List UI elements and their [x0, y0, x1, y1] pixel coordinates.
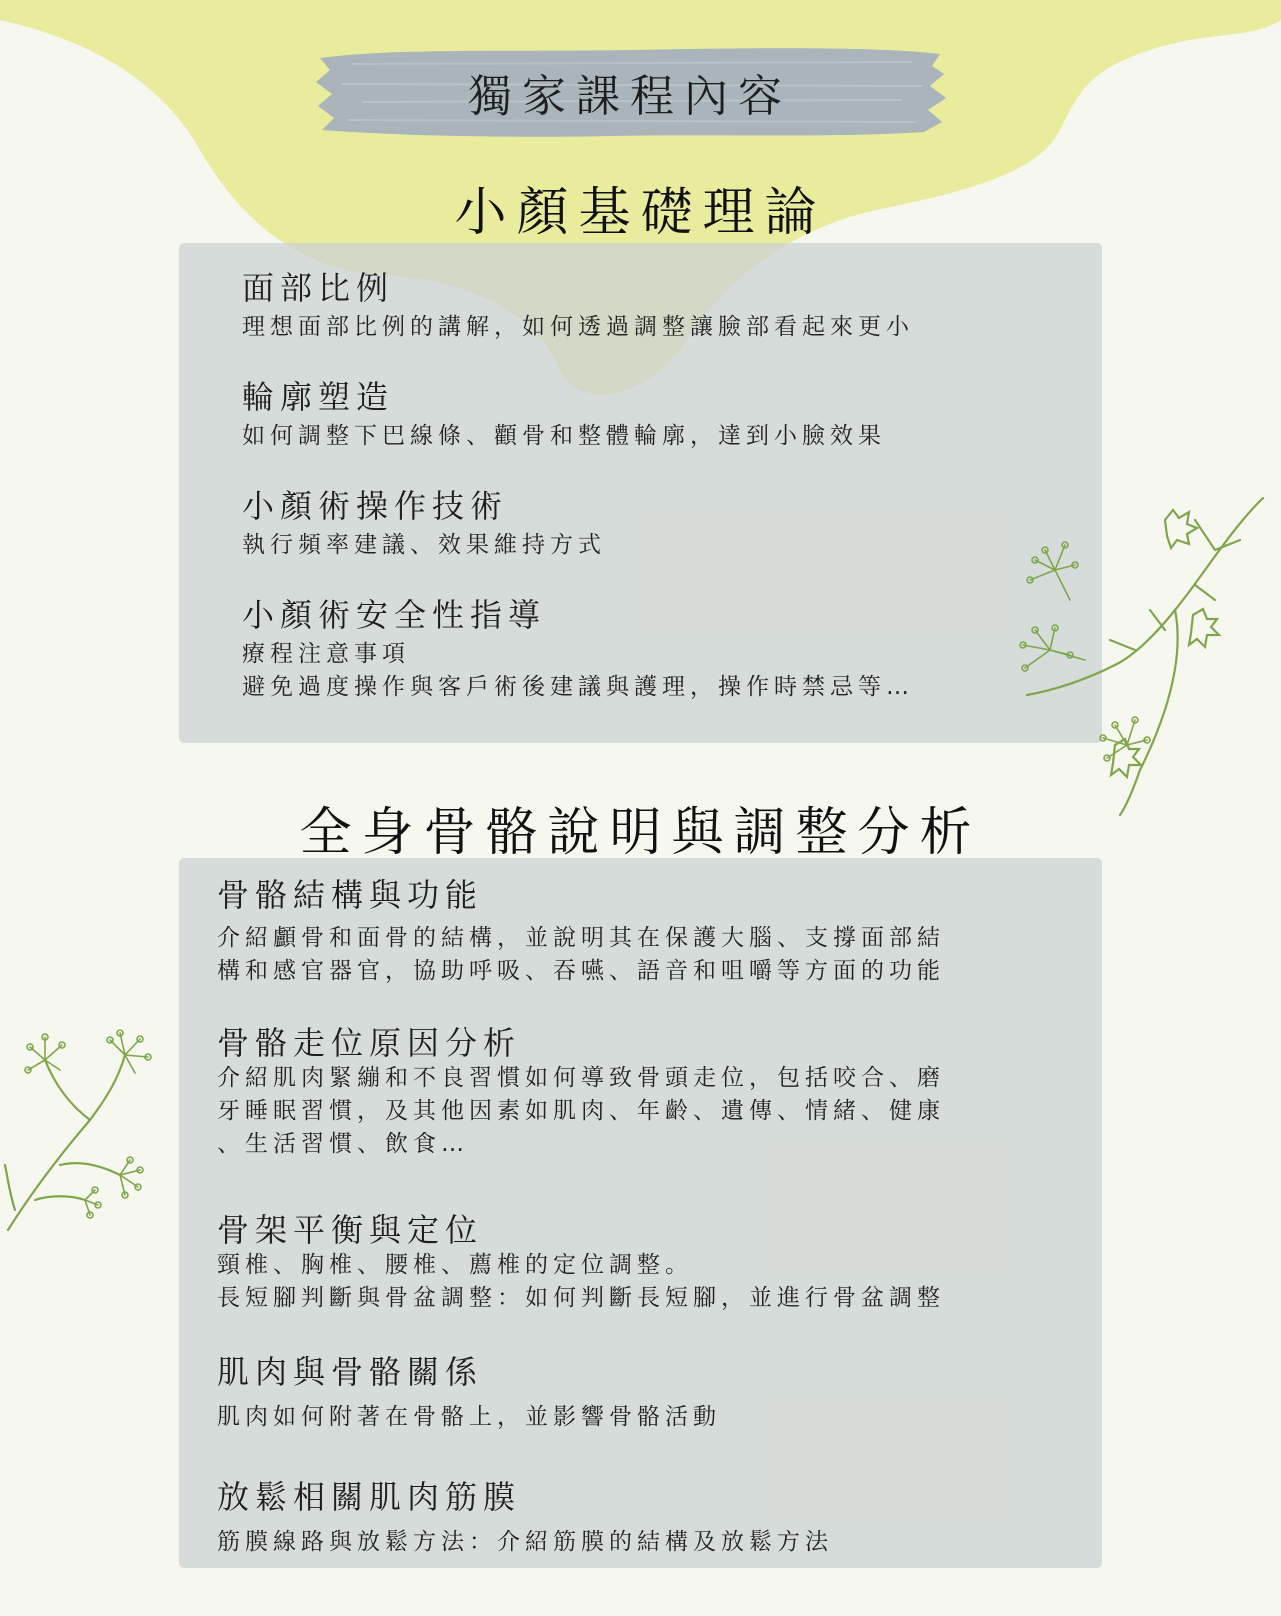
herb-branch-illustration-right [1015, 490, 1281, 820]
course-item [217, 1024, 1062, 1161]
item-desc: 長短腳判斷與骨盆調整：如何判斷長短腳，並進行骨盆調整 [217, 1285, 945, 1311]
section-heading-skeleton: 全身骨骼說明與調整分析 [299, 803, 982, 863]
item-title: 骨骼結構與功能 [217, 876, 484, 914]
item-title: 小顏術安全性指導 [242, 596, 547, 634]
item-title: 輪廓塑造 [242, 378, 395, 416]
item-desc: 介紹肌肉緊繃和不良習慣如何導致骨頭走位，包括咬合、磨 [217, 1065, 945, 1091]
item-desc: 構和感官器官，協助呼吸、吞嚥、語音和咀嚼等方面的功能 [217, 958, 945, 984]
item-desc: 避免過度操作與客戶術後建議與護理，操作時禁忌等… [242, 674, 914, 700]
course-item [242, 596, 1062, 704]
item-desc: 理想面部比例的講解，如何透過調整讓臉部看起來更小 [242, 314, 914, 340]
course-item [217, 1353, 1062, 1434]
herb-branch-illustration-left [0, 1025, 160, 1235]
item-desc: 如何調整下巴線條、顴骨和整體輪廓，達到小臉效果 [242, 423, 886, 449]
item-title: 小顏術操作技術 [242, 487, 509, 525]
item-desc: 筋膜線路與放鬆方法：介紹筋膜的結構及放鬆方法 [217, 1529, 833, 1555]
course-item [217, 1211, 1062, 1315]
item-title: 放鬆相關肌肉筋膜 [217, 1478, 522, 1516]
item-desc: 介紹顱骨和面骨的結構，並說明其在保護大腦、支撐面部結 [217, 925, 945, 951]
item-desc: 、生活習慣、飲食… [217, 1131, 469, 1157]
skeleton-card [179, 858, 1102, 1568]
item-desc: 執行頻率建議、效果維持方式 [242, 532, 606, 558]
course-item [242, 378, 1062, 453]
item-desc: 頸椎、胸椎、腰椎、薦椎的定位調整。 [217, 1252, 693, 1278]
course-item [217, 1478, 1062, 1559]
item-desc: 牙睡眠習慣，及其他因素如肌肉、年齡、遺傳、情緒、健康 [217, 1098, 945, 1124]
item-title: 肌肉與骨骼關係 [217, 1353, 484, 1391]
item-desc: 療程注意事項 [242, 641, 410, 667]
page-title: 獨家課程內容 [468, 71, 792, 122]
item-title: 骨架平衡與定位 [217, 1211, 484, 1249]
item-title: 骨骼走位原因分析 [217, 1024, 522, 1062]
course-item [242, 269, 1062, 344]
course-item [217, 876, 1062, 988]
item-title: 面部比例 [242, 269, 395, 307]
course-item [242, 487, 1062, 562]
item-desc: 肌肉如何附著在骨骼上，並影響骨骼活動 [217, 1404, 721, 1430]
face-theory-card [179, 243, 1102, 743]
section-heading-face-theory: 小顏基礎理論 [454, 183, 827, 243]
